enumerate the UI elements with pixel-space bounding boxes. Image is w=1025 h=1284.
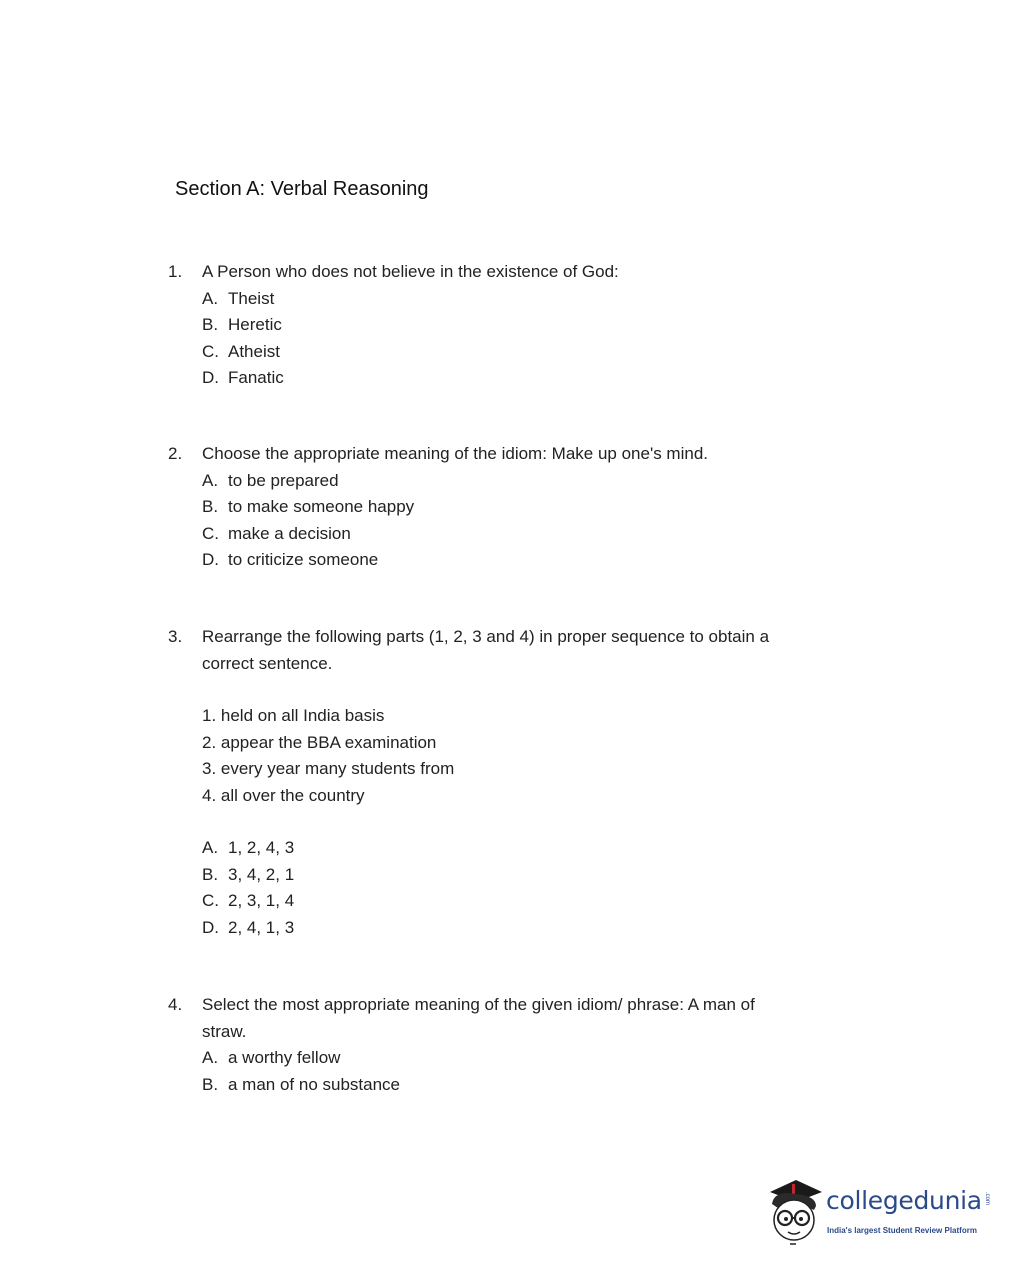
question-text-continued: correct sentence. xyxy=(202,653,333,673)
question-text: A Person who does not believe in the existence of God: xyxy=(202,262,619,281)
option-text: Heretic xyxy=(228,315,282,334)
option-text: Atheist xyxy=(228,341,280,361)
option-a xyxy=(168,1045,848,1072)
option-text: a worthy fellow xyxy=(228,1048,341,1067)
option-b xyxy=(168,494,848,521)
option-letter: A. xyxy=(202,288,219,308)
collegedunia-logo[interactable] xyxy=(766,1176,996,1250)
question-number: 3. xyxy=(168,627,183,646)
option-letter: B. xyxy=(202,1074,219,1094)
option-letter: A. xyxy=(202,470,219,490)
question-4 xyxy=(168,992,848,1098)
option-b xyxy=(168,312,848,339)
question-1 xyxy=(168,259,848,392)
option-letter: C. xyxy=(202,891,219,910)
mascot-icon xyxy=(766,1176,824,1250)
option-letter: B. xyxy=(202,315,219,334)
option-text: 3, 4, 2, 1 xyxy=(228,864,295,884)
question-text: Choose the appropriate meaning of the idiom: Make up one's mind. xyxy=(202,444,708,463)
question-text-continued: straw. xyxy=(202,1021,247,1041)
option-text: Fanatic xyxy=(228,368,284,387)
option-c xyxy=(168,888,848,915)
option-letter: C. xyxy=(202,341,219,361)
option-d xyxy=(168,915,848,942)
option-letter: A. xyxy=(202,838,219,857)
question-3 xyxy=(168,624,848,941)
logo-domain-suffix: .com xyxy=(984,1192,990,1206)
question-number: 1. xyxy=(168,262,183,281)
option-letter: C. xyxy=(202,523,219,543)
option-text: to criticize someone xyxy=(228,550,379,569)
option-c xyxy=(168,339,848,366)
option-text: make a decision xyxy=(228,523,351,543)
option-letter: D. xyxy=(202,917,219,937)
section-title: Section A: Verbal Reasoning xyxy=(175,178,429,200)
option-b xyxy=(168,862,848,889)
option-c xyxy=(168,521,848,548)
sentence-part: 3. every year many students from xyxy=(202,759,455,778)
option-letter: B. xyxy=(202,864,219,884)
option-letter: D. xyxy=(202,550,219,569)
sentence-part: 1. held on all India basis xyxy=(202,706,385,725)
option-text: 2, 4, 1, 3 xyxy=(228,917,295,937)
question-2 xyxy=(168,441,848,574)
question-number: 4. xyxy=(168,995,183,1014)
option-text: a man of no substance xyxy=(228,1074,401,1094)
option-text: 1, 2, 4, 3 xyxy=(228,838,295,857)
question-number: 2. xyxy=(168,444,183,463)
option-a xyxy=(168,468,848,495)
option-b xyxy=(168,1072,848,1099)
option-letter: B. xyxy=(202,497,219,516)
option-d xyxy=(168,547,848,574)
option-text: Theist xyxy=(228,288,275,308)
logo-tagline: India's largest Student Review Platform xyxy=(827,1226,977,1235)
question-text: Select the most appropriate meaning of the given idiom/ phrase: A man of xyxy=(202,995,755,1014)
sentence-part: 2. appear the BBA examination xyxy=(202,732,437,752)
question-text: Rearrange the following parts (1, 2, 3 and 4) in proper sequence to obtain a xyxy=(202,627,770,646)
logo-wordmark: collegedunia xyxy=(826,1186,982,1215)
option-text: to be prepared xyxy=(228,470,339,490)
option-d xyxy=(168,365,848,392)
sentence-part: 4. all over the country xyxy=(202,785,365,805)
option-a xyxy=(168,835,848,862)
option-text: 2, 3, 1, 4 xyxy=(228,891,295,910)
option-letter: D. xyxy=(202,368,219,387)
option-a xyxy=(168,286,848,313)
option-text: to make someone happy xyxy=(228,497,415,516)
option-letter: A. xyxy=(202,1048,219,1067)
